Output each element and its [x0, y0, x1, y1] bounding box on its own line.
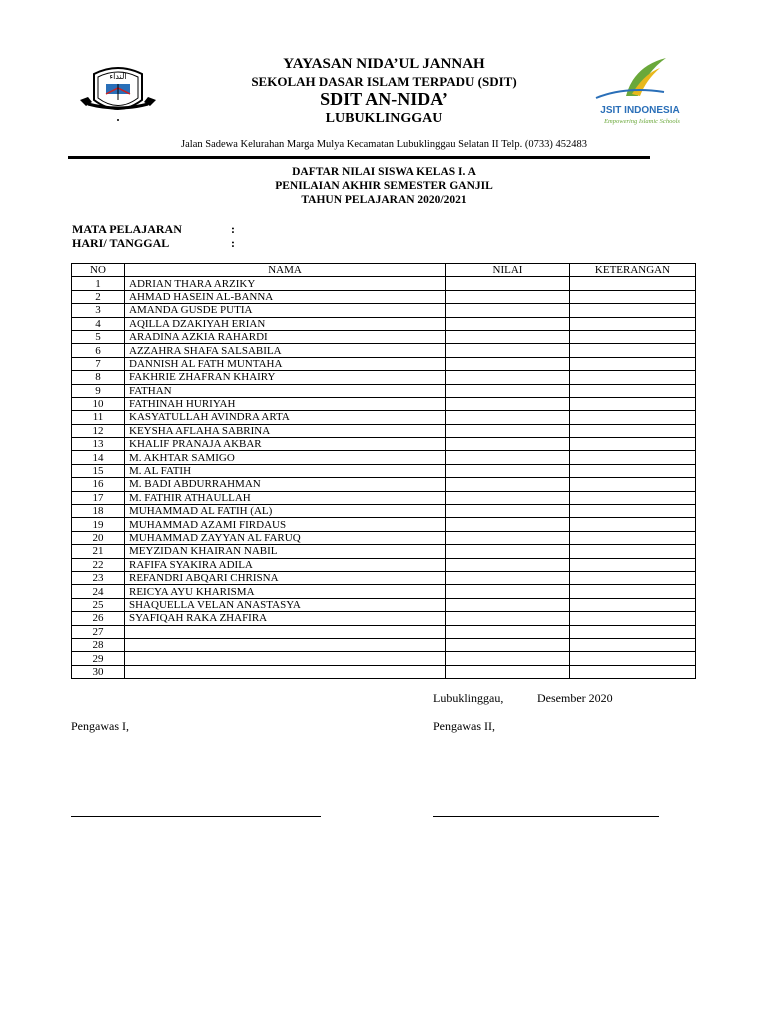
subject-label: MATA PELAJARAN — [72, 222, 182, 236]
header-name: NAMA — [125, 264, 446, 277]
supervisor-1-signature-line — [71, 816, 321, 817]
remarks-cell — [570, 478, 696, 491]
remarks-cell — [570, 304, 696, 317]
student-name: FATHINAH HURIYAH — [125, 397, 446, 410]
student-name: KEYSHA AFLAHA SABRINA — [125, 424, 446, 437]
score-cell — [446, 505, 570, 518]
score-cell — [446, 397, 570, 410]
table-row — [72, 665, 696, 678]
remarks-cell — [570, 491, 696, 504]
student-name: M. BADI ABDURRAHMAN — [125, 478, 446, 491]
score-cell — [446, 625, 570, 638]
student-name: REFANDRI ABQARI CHRISNA — [125, 571, 446, 584]
score-cell — [446, 317, 570, 330]
table-row — [72, 518, 696, 531]
row-number: 3 — [72, 304, 125, 317]
table-row — [72, 424, 696, 437]
score-cell — [446, 384, 570, 397]
remarks-cell — [570, 451, 696, 464]
header-divider — [68, 156, 650, 159]
row-number: 14 — [72, 451, 125, 464]
title-line-3: TAHUN PELAJARAN 2020/2021 — [301, 194, 467, 206]
table-row — [72, 612, 696, 625]
row-number: 22 — [72, 558, 125, 571]
row-number: 24 — [72, 585, 125, 598]
score-cell — [446, 344, 570, 357]
table-row — [72, 304, 696, 317]
remarks-cell — [570, 371, 696, 384]
remarks-cell — [570, 612, 696, 625]
row-number: 8 — [72, 371, 125, 384]
table-row — [72, 478, 696, 491]
jsit-logo-tagline: Empowering Islamic Schools — [604, 118, 680, 125]
row-number: 9 — [72, 384, 125, 397]
score-cell — [446, 518, 570, 531]
row-number: 17 — [72, 491, 125, 504]
score-cell — [446, 290, 570, 303]
row-number: 20 — [72, 531, 125, 544]
row-number: 26 — [72, 612, 125, 625]
score-cell — [446, 571, 570, 584]
crest-arabic-text: النداء — [109, 72, 127, 81]
student-name — [125, 638, 446, 651]
table-row — [72, 384, 696, 397]
school-type: SEKOLAH DASAR ISLAM TERPADU (SDIT) — [251, 74, 517, 89]
supervisor-2-signature-line — [433, 816, 659, 817]
row-number: 2 — [72, 290, 125, 303]
table-row — [72, 451, 696, 464]
table-row — [72, 505, 696, 518]
row-number: 30 — [72, 665, 125, 678]
student-name: KHALIF PRANAJA AKBAR — [125, 438, 446, 451]
school-address: Jalan Sadewa Kelurahan Marga Mulya Kecamatan Lubuklinggau Selatan II Telp. (0733) 452483 — [181, 139, 587, 150]
remarks-cell — [570, 598, 696, 611]
table-header-row — [72, 264, 696, 277]
student-name: SYAFIQAH RAKA ZHAFIRA — [125, 612, 446, 625]
remarks-cell — [570, 397, 696, 410]
date-colon: : — [231, 236, 235, 250]
student-name: REICYA AYU KHARISMA — [125, 585, 446, 598]
table-row — [72, 357, 696, 370]
score-cell — [446, 371, 570, 384]
score-cell — [446, 438, 570, 451]
score-cell — [446, 531, 570, 544]
student-name: DANNISH AL FATH MUNTAHA — [125, 357, 446, 370]
remarks-cell — [570, 424, 696, 437]
table-row — [72, 598, 696, 611]
remarks-cell — [570, 638, 696, 651]
header-score: NILAI — [446, 264, 570, 277]
table-row — [72, 638, 696, 651]
remarks-cell — [570, 317, 696, 330]
score-cell — [446, 357, 570, 370]
table-row — [72, 411, 696, 424]
student-name — [125, 665, 446, 678]
jsit-logo-title: JSIT INDONESIA — [600, 105, 680, 116]
row-number: 28 — [72, 638, 125, 651]
remarks-cell — [570, 531, 696, 544]
student-name: MUHAMMAD AL FATIH (AL) — [125, 505, 446, 518]
student-name: AMANDA GUSDE PUTIA — [125, 304, 446, 317]
row-number: 19 — [72, 518, 125, 531]
table-row — [72, 545, 696, 558]
table-row — [72, 585, 696, 598]
score-cell — [446, 478, 570, 491]
student-name: AQILLA DZAKIYAH ERIAN — [125, 317, 446, 330]
student-name: M. AKHTAR SAMIGO — [125, 451, 446, 464]
grades-table — [71, 263, 696, 679]
supervisor-1-label: Pengawas I, — [71, 719, 129, 733]
student-name: FATHAN — [125, 384, 446, 397]
subject-colon: : — [231, 222, 235, 236]
row-number: 25 — [72, 598, 125, 611]
title-line-2: PENILAIAN AKHIR SEMESTER GANJIL — [275, 180, 493, 192]
signature-date: Desember 2020 — [537, 691, 613, 705]
score-cell — [446, 585, 570, 598]
supervisor-2-label: Pengawas II, — [433, 719, 495, 733]
row-number: 6 — [72, 344, 125, 357]
table-row — [72, 531, 696, 544]
score-cell — [446, 665, 570, 678]
table-row — [72, 317, 696, 330]
remarks-cell — [570, 464, 696, 477]
row-number: 21 — [72, 545, 125, 558]
score-cell — [446, 424, 570, 437]
remarks-cell — [570, 411, 696, 424]
table-row — [72, 330, 696, 343]
remarks-cell — [570, 545, 696, 558]
signature-place: Lubuklinggau, — [433, 691, 504, 705]
row-number: 15 — [72, 464, 125, 477]
table-row — [72, 571, 696, 584]
score-cell — [446, 277, 570, 290]
title-line-1: DAFTAR NILAI SISWA KELAS I. A — [292, 166, 476, 178]
student-name — [125, 625, 446, 638]
remarks-cell — [570, 344, 696, 357]
table-row — [72, 491, 696, 504]
row-number: 13 — [72, 438, 125, 451]
remarks-cell — [570, 652, 696, 665]
score-cell — [446, 652, 570, 665]
school-crest-logo — [78, 60, 158, 122]
row-number: 4 — [72, 317, 125, 330]
remarks-cell — [570, 665, 696, 678]
student-name: MUHAMMAD ZAYYAN AL FARUQ — [125, 531, 446, 544]
table-row — [72, 558, 696, 571]
row-number: 7 — [72, 357, 125, 370]
remarks-cell — [570, 505, 696, 518]
student-name: AZZAHRA SHAFA SALSABILA — [125, 344, 446, 357]
remarks-cell — [570, 290, 696, 303]
remarks-cell — [570, 558, 696, 571]
foundation-name: YAYASAN NIDA’UL JANNAH — [283, 56, 485, 72]
student-name: SHAQUELLA VELAN ANASTASYA — [125, 598, 446, 611]
student-name: ARADINA AZKIA RAHARDI — [125, 330, 446, 343]
remarks-cell — [570, 438, 696, 451]
row-number: 27 — [72, 625, 125, 638]
table-row — [72, 371, 696, 384]
row-number: 12 — [72, 424, 125, 437]
table-row — [72, 464, 696, 477]
date-label: HARI/ TANGGAL — [72, 236, 170, 250]
score-cell — [446, 330, 570, 343]
remarks-cell — [570, 277, 696, 290]
student-name — [125, 652, 446, 665]
score-cell — [446, 598, 570, 611]
table-row — [72, 277, 696, 290]
school-name: SDIT AN-NIDA’ — [320, 89, 448, 109]
student-name: RAFIFA SYAKIRA ADILA — [125, 558, 446, 571]
student-name: FAKHRIE ZHAFRAN KHAIRY — [125, 371, 446, 384]
remarks-cell — [570, 571, 696, 584]
remarks-cell — [570, 357, 696, 370]
row-number: 18 — [72, 505, 125, 518]
table-row — [72, 438, 696, 451]
table-row — [72, 290, 696, 303]
row-number: 5 — [72, 330, 125, 343]
row-number: 23 — [72, 571, 125, 584]
header-remarks: KETERANGAN — [570, 264, 696, 277]
row-number: 10 — [72, 397, 125, 410]
score-cell — [446, 638, 570, 651]
table-row — [72, 652, 696, 665]
remarks-cell — [570, 384, 696, 397]
student-name: MEYZIDAN KHAIRAN NABIL — [125, 545, 446, 558]
row-number: 29 — [72, 652, 125, 665]
score-cell — [446, 491, 570, 504]
student-name: M. FATHIR ATHAULLAH — [125, 491, 446, 504]
score-cell — [446, 464, 570, 477]
table-row — [72, 625, 696, 638]
row-number: 11 — [72, 411, 125, 424]
score-cell — [446, 558, 570, 571]
header-no: NO — [72, 264, 125, 277]
remarks-cell — [570, 330, 696, 343]
score-cell — [446, 612, 570, 625]
row-number: 16 — [72, 478, 125, 491]
school-city: LUBUKLINGGAU — [325, 111, 443, 126]
score-cell — [446, 451, 570, 464]
remarks-cell — [570, 625, 696, 638]
score-cell — [446, 411, 570, 424]
student-name: M. AL FATIH — [125, 464, 446, 477]
student-name: AHMAD HASEIN AL-BANNA — [125, 290, 446, 303]
student-name: ADRIAN THARA ARZIKY — [125, 277, 446, 290]
remarks-cell — [570, 585, 696, 598]
student-name: KASYATULLAH AVINDRA ARTA — [125, 411, 446, 424]
row-number: 1 — [72, 277, 125, 290]
table-row — [72, 344, 696, 357]
student-name: MUHAMMAD AZAMI FIRDAUS — [125, 518, 446, 531]
score-cell — [446, 304, 570, 317]
remarks-cell — [570, 518, 696, 531]
score-cell — [446, 545, 570, 558]
table-row — [72, 397, 696, 410]
